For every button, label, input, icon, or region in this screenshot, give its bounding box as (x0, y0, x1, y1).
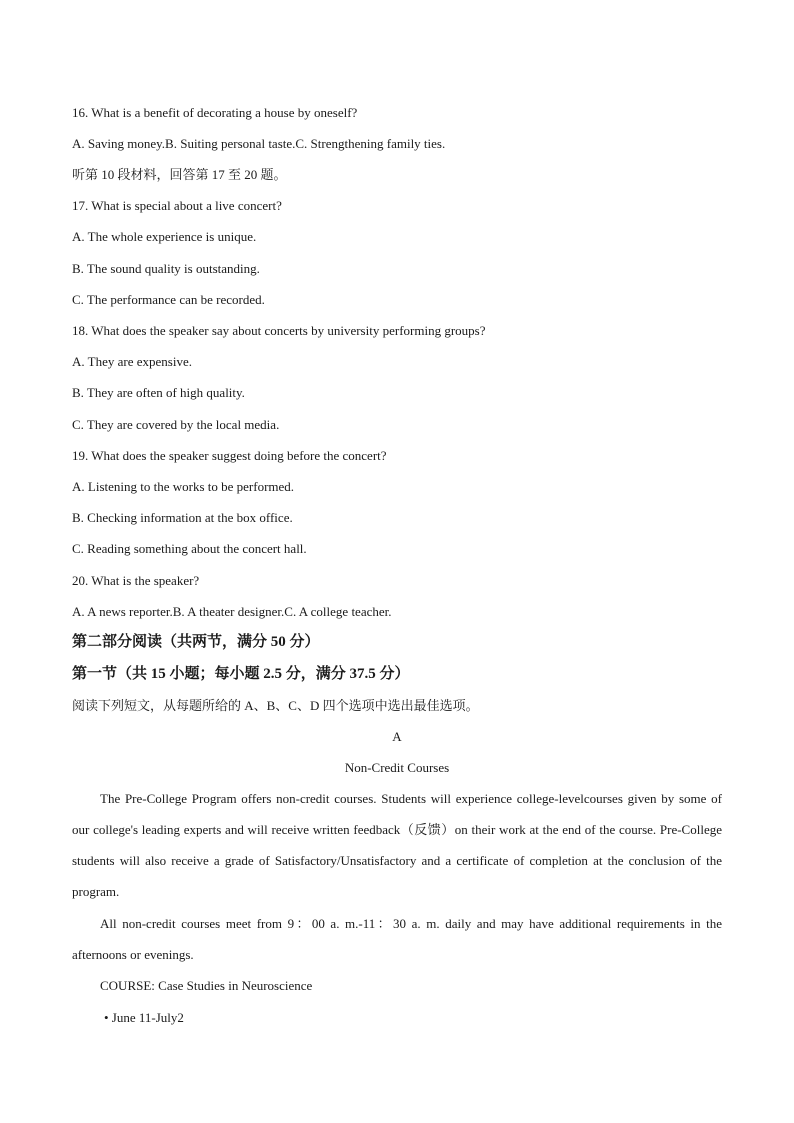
question-16: 16. What is a benefit of decorating a house by oneself? (72, 105, 358, 120)
question-18-option-b: B. They are often of high quality. (72, 385, 245, 400)
question-20-options: A. A news reporter.B. A theater designer.C. A college teacher. (72, 604, 392, 619)
part2-heading: 第二部分阅读（共两节，满分 50 分） (72, 634, 320, 650)
course-date: • June 11-July2 (104, 1010, 184, 1025)
passage-paragraph-1: The Pre-College Program offers non-credit courses. Students will experience college-levelcourses given by some of our college's leading experts and will receive written feedback（反馈）on their work at the end of the course. Pre-College students will also receive a grade of Satisfactory/Unsatisfactory and a certificate of completion at the conclusion of the program. (72, 791, 722, 899)
question-18: 18. What does the speaker say about concerts by university performing groups? (72, 323, 486, 338)
reading-instruction: 阅读下列短文，从每题所给的 A、B、C、D 四个选项中选出最佳选项。 (72, 698, 479, 713)
listening-instruction-10: 听第 10 段材料，回答第 17 至 20 题。 (72, 167, 287, 182)
question-17-option-b: B. The sound quality is outstanding. (72, 261, 260, 276)
question-18-option-c: C. They are covered by the local media. (72, 417, 280, 432)
question-17-option-c: C. The performance can be recorded. (72, 292, 265, 307)
question-19-option-c: C. Reading something about the concert hall. (72, 541, 307, 556)
passage-label: A (392, 729, 402, 744)
question-19-option-b: B. Checking information at the box office. (72, 510, 293, 525)
question-18-option-a: A. They are expensive. (72, 354, 192, 369)
passage-paragraph-2: All non-credit courses meet from 9：00 a. m.-11：30 a. m. daily and may have additional requirements in the afternoons or evenings. (72, 916, 722, 962)
question-19-option-a: A. Listening to the works to be performed. (72, 479, 295, 494)
passage-title: Non-Credit Courses (344, 760, 450, 775)
course-name: COURSE: Case Studies in Neuroscience (100, 978, 313, 993)
question-16-options: A. Saving money.B. Suiting personal taste.C. Strengthening family ties. (72, 136, 446, 151)
question-20: 20. What is the speaker? (72, 573, 200, 588)
section1-heading: 第一节（共 15 小题；每小题 2.5 分，满分 37.5 分） (72, 666, 410, 682)
question-19: 19. What does the speaker suggest doing before the concert? (72, 448, 387, 463)
question-17: 17. What is special about a live concert? (72, 198, 282, 213)
question-17-option-a: A. The whole experience is unique. (72, 229, 257, 244)
